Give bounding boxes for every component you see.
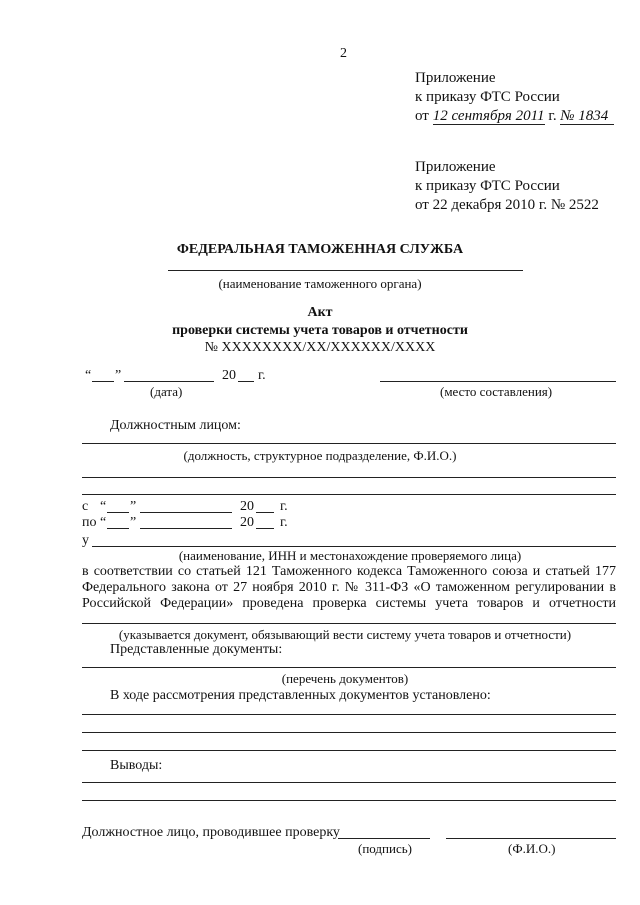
legal-basis-line-1: в соответствии со статьей 121 Таможенного кодекса Таможенного союза и статьей 177 [82,564,616,579]
period-to-label: по [82,515,97,530]
period-to-year-prefix: 20 [240,515,254,530]
obligation-caption: (указывается документ, обязывающий вести систему учета товаров и отчетности) [118,627,572,642]
appendix-date: 12 сентября 2011 [432,108,545,124]
findings-line-1 [82,714,616,715]
period-from-year-prefix: 20 [240,499,254,514]
signature-label: Должностное лицо, проводившее проверку [82,825,340,840]
official-label: Должностным лицом: [110,418,241,433]
conclusions-line-1 [82,782,616,783]
date-month-line [124,381,214,382]
period-from-quote-open: “ [100,499,107,514]
legal-basis-line-3: Российской Федерации» проведена проверка системы учета товаров и отчетности [82,596,616,611]
customs-body-caption: (наименование таможенного органа) [218,276,422,291]
agency-name: ФЕДЕРАЛЬНАЯ ТАМОЖЕННАЯ СЛУЖБА [176,242,464,257]
period-from-month-line [140,512,232,513]
date-year-suffix: г. [258,368,266,383]
period-to-year-line [256,528,274,529]
legal-basis-line-2: Федерального закона от 27 ноября 2010 г. № 311-ФЗ «О таможенном регулировании в [82,580,616,595]
period-to-quote-open: “ [100,515,107,530]
period-from-year-suffix: г. [280,499,288,514]
appendix-year-suffix: г. [548,108,557,124]
period-at-label: у [82,533,89,548]
official-line-1 [82,443,616,444]
signature-name-caption: (Ф.И.О.) [508,841,556,856]
official-line-3 [82,494,616,495]
period-to-month-line [140,528,232,529]
signature-sign-line [338,838,430,839]
conclusions-label: Выводы: [110,758,163,773]
appendix-order-ref: к приказу ФТС России [415,89,560,105]
appendix-title: Приложение [415,70,496,86]
place-caption: (место составления) [440,384,553,399]
appendix-number: № 1834 [560,108,614,125]
documents-line [82,667,616,668]
person-caption: (наименование, ИНН и местонахождение проверяемого лица) [178,548,522,563]
signature-sign-caption: (подпись) [358,841,412,856]
official-line-2 [82,477,616,478]
period-from-year-line [256,512,274,513]
page-number: 2 [340,46,347,61]
obligation-line [82,623,616,624]
act-subtitle: проверки системы учета товаров и отчетности [172,323,468,338]
old-appendix-title: Приложение [415,159,496,175]
act-title: Акт [307,305,333,320]
date-day-line [92,381,114,382]
person-line [92,546,616,547]
old-appendix-order-ref: к приказу ФТС России [415,178,560,194]
findings-line-2 [82,732,616,733]
place-line [380,381,616,382]
old-appendix-date-line: от 22 декабря 2010 г. № 2522 [415,197,599,213]
period-to-quote-close: ” [130,515,137,530]
date-year-prefix: 20 [222,368,236,383]
date-year-line [238,381,254,382]
signature-name-line [446,838,616,839]
date-quote-open: “ [85,368,92,383]
findings-label: В ходе рассмотрения представленных документов установлено: [110,688,491,703]
findings-line-3 [82,750,616,751]
period-to-day-line [107,528,129,529]
period-from-day-line [107,512,129,513]
appendix-from-label: от [415,108,429,124]
documents-label: Представленные документы: [110,642,283,657]
act-number: № XXXXXXXX/XX/XXXXXX/XXXX [204,340,436,355]
conclusions-line-2 [82,800,616,801]
official-caption: (должность, структурное подразделение, Ф.И.О.) [183,448,457,463]
date-quote-close: ” [115,368,122,383]
documents-caption: (перечень документов) [281,671,409,686]
appendix-date-line [415,108,614,125]
period-from-quote-close: ” [130,499,137,514]
period-from-label: с [82,499,89,514]
date-caption: (дата) [150,384,183,399]
period-to-year-suffix: г. [280,515,288,530]
customs-body-line [168,270,523,271]
